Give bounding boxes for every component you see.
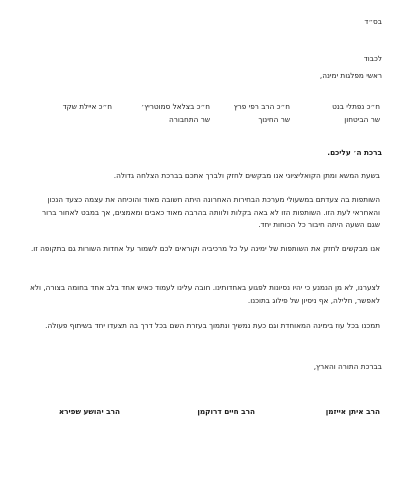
paragraph-2: השותפות בה צעדתם במשעולי מערכת הבחירות האחרונה היתה חשובה מאוד והוכיחה את עצמה כצעד הנכון והאחראי לעת הזו. השותפות הזו לא באה בקלות ולוותה בהרבה מאוד כאבים ומאמצים, אך במבט לאחור ברור שגם השעה היתה חיבור כל הכוחות יחד. bbox=[42, 195, 380, 229]
recipient-3 bbox=[141, 100, 210, 126]
closing: בברכת התורה והארץ, bbox=[313, 362, 382, 371]
recipient-name: ח״כ בצלאל סמוטריץ׳ bbox=[141, 102, 210, 111]
recipient-name: ח״כ הרב רפי פרץ bbox=[233, 102, 290, 111]
greeting: ברכת ה׳ עליכם. bbox=[327, 148, 382, 157]
recipient-2 bbox=[234, 100, 290, 126]
recipient-4 bbox=[63, 100, 112, 113]
bsd-header: בס״ד bbox=[364, 17, 382, 26]
paragraph-5: תמכנו בכל עוז בימינה המאוחדת וגם כעת נמשיך ונתמוך בעזרת השם בכל דרך בה תצעדו יחד בשיתוף פעולה. bbox=[45, 321, 380, 330]
recipient-role: שר הביטחון bbox=[344, 115, 380, 124]
recipient-1 bbox=[332, 100, 380, 126]
recipient-name: ח״כ איילת שקד bbox=[62, 102, 112, 111]
addressee-title: ראשי מפלגות ימינה, bbox=[319, 71, 382, 80]
signature-2: הרב חיים דרוקמן bbox=[197, 407, 255, 416]
recipient-role: שר החינוך bbox=[258, 115, 290, 124]
signature-3: הרב יהושע שפירא bbox=[58, 407, 120, 416]
salutation: לכבוד bbox=[363, 54, 382, 63]
recipient-role: שר התחבורה bbox=[168, 115, 210, 124]
paragraph-3: אנו מבקשים לחזק את השותפות של ימינה על כל מרכיביה וקוראים לכם לשמור על אחדות השורות גם בתקופה זו. bbox=[30, 244, 380, 253]
recipient-name: ח״כ נפתלי בנט bbox=[332, 102, 380, 111]
paragraph-1: בשעת המשא ומתן הקואליציוני אנו מבקשים לחזק ולברך אתכם בברכת הצלחה גדולה. bbox=[113, 171, 380, 180]
paragraph-4: לצערנו, לא מן הנמנע כי יהיו נסיונות לפגוע באחדותינו. חובה עלינו לעמוד כאיש אחד בלב אחד בחומה בצורה, ולא לאפשר, חלילה, אף ניסיון של פילוג בתוכנו. bbox=[30, 283, 380, 305]
signature-1: הרב איתן אייזמן bbox=[325, 407, 380, 416]
